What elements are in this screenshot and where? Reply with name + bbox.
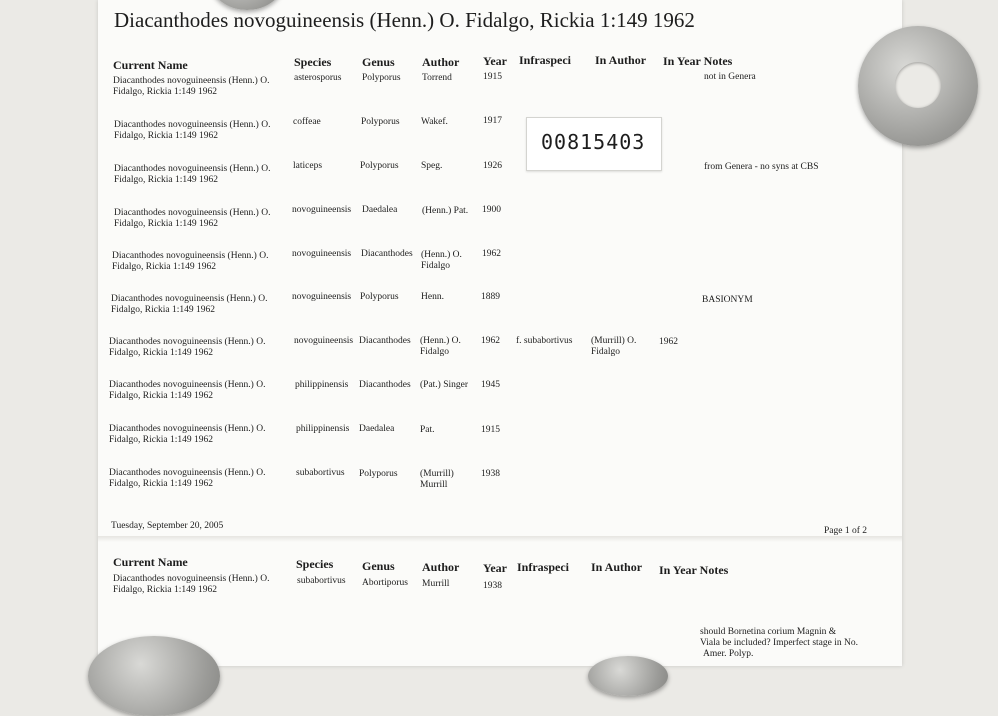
row-author: (Henn.) Pat. (422, 206, 469, 216)
page-fold (98, 536, 902, 542)
row-author: Torrend (422, 73, 452, 83)
row-notes: should Bornetina corium Magnin & (700, 627, 837, 637)
row-genus: Abortiporus (362, 578, 408, 588)
washer-top-right (858, 26, 978, 146)
row-species: subabortivus (297, 576, 346, 586)
header-year: Year (483, 54, 507, 68)
row-species: laticeps (293, 161, 323, 171)
row-current-name: Diacanthodes novoguineensis (Henn.) O. Fidalgo, Rickia 1:149 1962 (113, 574, 270, 595)
page-title: Diacanthodes novoguineensis (Henn.) O. Fidalgo, Rickia 1:149 1962 (114, 8, 695, 32)
row-genus: Polyporus (359, 469, 398, 479)
row-author: Speg. (421, 161, 443, 171)
row-genus: Diacanthodes (361, 249, 413, 259)
row-year: 1900 (482, 205, 501, 215)
row-notes: from Genera - no syns at CBS (704, 162, 819, 172)
row-species: philippinensis (295, 380, 349, 390)
row-author: (Henn.) O. Fidalgo (421, 250, 462, 271)
row-author: Murrill (422, 579, 450, 589)
row-year: 1962 (482, 249, 501, 259)
row-year: 1915 (481, 425, 500, 435)
row-current-name: Diacanthodes novoguineensis (Henn.) O. Fidalgo, Rickia 1:149 1962 (109, 337, 266, 358)
row-genus: Daedalea (362, 205, 398, 215)
row-year: 1917 (483, 116, 502, 126)
row-in-year: 1962 (659, 337, 678, 347)
page-number: Page 1 of 2 (824, 526, 868, 536)
row-current-name: Diacanthodes novoguineensis (Henn.) O. Fidalgo, Rickia 1:149 1962 (114, 208, 271, 229)
row-genus: Polyporus (360, 161, 399, 171)
row-genus: Polyporus (362, 73, 401, 83)
row-genus: Diacanthodes (359, 336, 411, 346)
header-current-name: Current Name (113, 555, 188, 569)
row-genus: Daedalea (359, 424, 395, 434)
header-in-author: In Author (591, 560, 643, 574)
row-current-name: Diacanthodes novoguineensis (Henn.) O. Fidalgo, Rickia 1:149 1962 (111, 294, 268, 315)
row-notes: Viala be included? Imperfect stage in No. (700, 638, 858, 648)
header-author: Author (422, 560, 460, 574)
row-author: Wakef. (421, 117, 448, 127)
barcode-number: 00815403 (541, 130, 646, 154)
row-author: (Henn.) O. Fidalgo (420, 336, 461, 357)
header-genus: Genus (362, 55, 395, 69)
row-year: 1938 (481, 469, 500, 479)
row-current-name: Diacanthodes novoguineensis (Henn.) O. Fidalgo, Rickia 1:149 1962 (109, 424, 266, 445)
row-notes: not in Genera (704, 72, 756, 82)
row-current-name: Diacanthodes novoguineensis (Henn.) O. Fidalgo, Rickia 1:149 1962 (114, 164, 271, 185)
row-species: subabortivus (296, 468, 345, 478)
row-current-name: Diacanthodes novoguineensis (Henn.) O. Fidalgo, Rickia 1:149 1962 (113, 76, 270, 97)
row-species: novoguineensis (294, 336, 354, 346)
row-year: 1962 (481, 336, 500, 346)
row-genus: Polyporus (360, 292, 399, 302)
header-author: Author (422, 55, 460, 69)
row-year: 1915 (483, 72, 502, 82)
header-current-name: Current Name (113, 58, 188, 72)
washer-bottom-left (88, 636, 220, 716)
header-in-year-notes: In Year Notes (663, 54, 733, 68)
header-in-year-notes: In Year Notes (659, 563, 729, 577)
header-species: Species (296, 557, 334, 571)
row-species: novoguineensis (292, 292, 352, 302)
row-in-author: (Murrill) O. Fidalgo (591, 336, 637, 357)
row-year: 1926 (483, 161, 502, 171)
row-species: novoguineensis (292, 249, 352, 259)
row-genus: Diacanthodes (359, 380, 411, 390)
row-notes: BASIONYM (702, 295, 753, 305)
row-author: Pat. (420, 425, 435, 435)
barcode-label (526, 117, 662, 171)
row-author: (Pat.) Singer (420, 380, 469, 390)
header-genus: Genus (362, 559, 395, 573)
row-current-name: Diacanthodes novoguineensis (Henn.) O. Fidalgo, Rickia 1:149 1962 (109, 468, 266, 489)
header-year: Year (483, 561, 507, 575)
row-current-name: Diacanthodes novoguineensis (Henn.) O. Fidalgo, Rickia 1:149 1962 (114, 120, 271, 141)
header-species: Species (294, 55, 332, 69)
row-year: 1938 (483, 581, 502, 591)
row-species: asterosporus (294, 73, 342, 83)
row-species: novoguineensis (292, 205, 352, 215)
row-species: philippinensis (296, 424, 350, 434)
row-current-name: Diacanthodes novoguineensis (Henn.) O. Fidalgo, Rickia 1:149 1962 (109, 380, 266, 401)
row-year: 1945 (481, 380, 500, 390)
row-species: coffeae (293, 117, 321, 127)
row-genus: Polyporus (361, 117, 400, 127)
row-author: (Murrill) Murrill (420, 469, 454, 490)
row-infraspeci: f. subabortivus (516, 336, 573, 346)
row-notes: Amer. Polyp. (703, 649, 754, 659)
header-infraspeci: Infraspeci (517, 560, 569, 574)
row-current-name: Diacanthodes novoguineensis (Henn.) O. Fidalgo, Rickia 1:149 1962 (112, 251, 269, 272)
washer-bottom-center (588, 656, 668, 696)
row-author: Henn. (421, 292, 444, 302)
print-date: Tuesday, September 20, 2005 (111, 521, 224, 531)
row-year: 1889 (481, 292, 500, 302)
header-in-author: In Author (595, 53, 647, 67)
header-infraspeci: Infraspeci (519, 53, 571, 67)
